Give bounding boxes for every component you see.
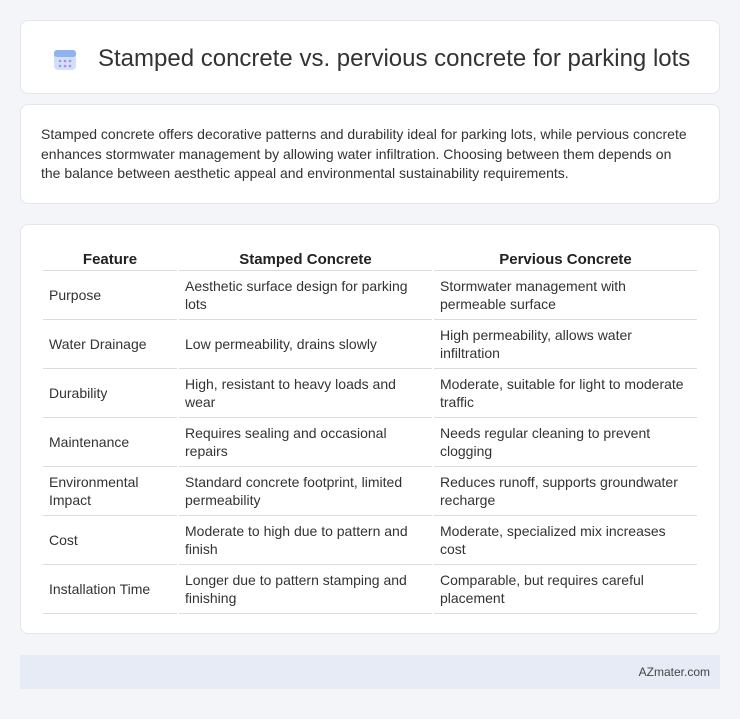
stamped-cell: Aesthetic surface design for parking lots bbox=[179, 271, 432, 320]
stamped-cell: Standard concrete footprint, limited permeability bbox=[179, 467, 432, 516]
intro-text: Stamped concrete offers decorative patterns and durability ideal for parking lots, while pervious concrete enhances stormwater management by allowing water infiltration. Choosing between them depends on the balance between aesthetic appeal and environmental sustainability requirements. bbox=[41, 126, 687, 181]
table-header-row bbox=[43, 245, 697, 271]
table-row bbox=[43, 565, 697, 614]
pervious-cell: Moderate, suitable for light to moderate traffic bbox=[434, 369, 697, 418]
table-row bbox=[43, 418, 697, 467]
column-header-pervious: Pervious Concrete bbox=[434, 245, 697, 271]
pervious-cell: Comparable, but requires careful placement bbox=[434, 565, 697, 614]
feature-cell: Water Drainage bbox=[43, 320, 177, 369]
pervious-cell: High permeability, allows water infiltration bbox=[434, 320, 697, 369]
table-row bbox=[43, 467, 697, 516]
feature-cell: Cost bbox=[43, 516, 177, 565]
stamped-cell: Low permeability, drains slowly bbox=[179, 320, 432, 369]
table-row bbox=[43, 516, 697, 565]
comparison-table-card bbox=[20, 224, 720, 634]
feature-cell: Purpose bbox=[43, 271, 177, 320]
feature-cell: Environmental Impact bbox=[43, 467, 177, 516]
column-header-feature: Feature bbox=[43, 245, 177, 271]
column-header-stamped: Stamped Concrete bbox=[179, 245, 432, 271]
page-title: Stamped concrete vs. pervious concrete for parking lots bbox=[98, 45, 691, 72]
pervious-cell: Moderate, specialized mix increases cost bbox=[434, 516, 697, 565]
stamped-cell: Requires sealing and occasional repairs bbox=[179, 418, 432, 467]
calendar-icon bbox=[52, 46, 78, 72]
table-row bbox=[43, 320, 697, 369]
header-card bbox=[20, 20, 720, 94]
stamped-cell: Longer due to pattern stamping and finishing bbox=[179, 565, 432, 614]
footer-bar bbox=[20, 655, 720, 689]
footer-site-link[interactable]: AZmater.com bbox=[638, 665, 710, 679]
stamped-cell: High, resistant to heavy loads and wear bbox=[179, 369, 432, 418]
stamped-cell: Moderate to high due to pattern and finish bbox=[179, 516, 432, 565]
feature-cell: Installation Time bbox=[43, 565, 177, 614]
pervious-cell: Reduces runoff, supports groundwater recharge bbox=[434, 467, 697, 516]
table-row bbox=[43, 271, 697, 320]
comparison-table bbox=[41, 245, 699, 614]
feature-cell: Durability bbox=[43, 369, 177, 418]
pervious-cell: Needs regular cleaning to prevent clogging bbox=[434, 418, 697, 467]
pervious-cell: Stormwater management with permeable surface bbox=[434, 271, 697, 320]
feature-cell: Maintenance bbox=[43, 418, 177, 467]
table-row bbox=[43, 369, 697, 418]
intro-card bbox=[20, 104, 720, 204]
